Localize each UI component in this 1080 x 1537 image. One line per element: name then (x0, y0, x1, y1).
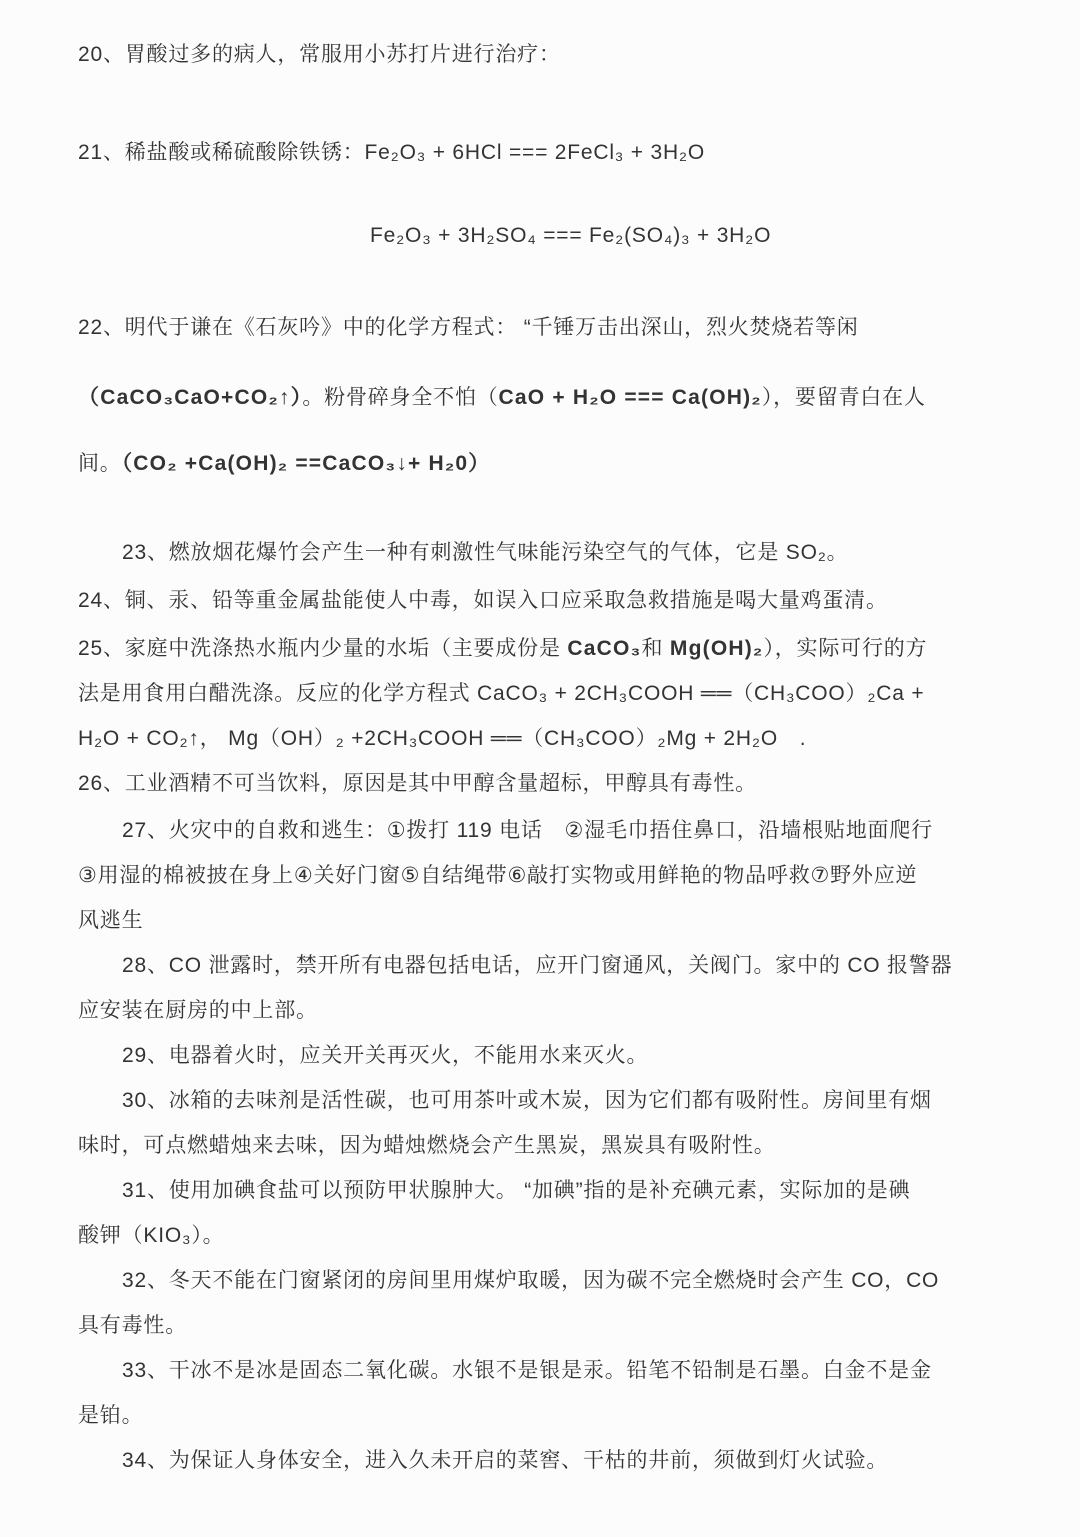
text-segment: （CaCO₃CaO+CO₂↑） (78, 386, 303, 409)
text-segment: 32、冬天不能在门窗紧闭的房间里用煤炉取暖，因为碳不完全燃烧时会产生 CO，CO (122, 1269, 940, 1292)
doc-line-15 (78, 898, 1010, 943)
text-segment: 是铂。 (78, 1404, 144, 1427)
text-segment: 应安装在厨房的中上部。 (78, 999, 318, 1022)
text-segment: （CO₂ +Ca(OH)₂ ==CaCO₃↓+ H₂0） (121, 452, 491, 475)
doc-line-11 (78, 716, 1010, 761)
doc-line-26 (78, 1393, 1010, 1438)
text-segment: 28、CO 泄露时，禁开所有电器包括电话，应开门窗通风，关阀门。家中的 CO 报警器 (122, 954, 953, 977)
text-segment: 20、胃酸过多的病人，常服用小苏打片进行治疗： (78, 43, 561, 66)
text-segment: H₂O + CO₂↑， Mg（OH）₂ +2CH₃COOH ══（CH₃COO）₂Mg + 2H₂O . (78, 727, 807, 750)
text-segment: 间。 (78, 452, 122, 475)
text-segment: 23、燃放烟花爆竹会产生一种有刺激性气味能污染空气的气体，它是 SO₂。 (122, 541, 849, 564)
text-segment: CaCO₃ (567, 637, 642, 660)
text-segment: ），要留青白在人 (761, 386, 926, 409)
doc-line-3 (78, 213, 1010, 258)
doc-line-21 (78, 1168, 1010, 1213)
doc-line-1 (78, 32, 1010, 77)
doc-line-24 (78, 1303, 1010, 1348)
doc-line-25 (78, 1348, 1010, 1393)
doc-line-17 (78, 988, 1010, 1033)
doc-line-27 (78, 1438, 1010, 1483)
text-segment: 22、明代于谦在《石灰吟》中的化学方程式： “千锤万击出深山，烈火焚烧若等闲 (78, 316, 859, 339)
text-segment: 法是用食用白醋洗涤。反应的化学方程式 CaCO₃ + 2CH₃COOH ══（CH₃COO）₂Ca + (78, 682, 925, 705)
text-segment: 34、为保证人身体安全，进入久未开启的菜窖、干枯的井前，须做到灯火试验。 (122, 1449, 889, 1472)
text-segment: CaO + H₂O === Ca(OH)₂ (498, 386, 762, 409)
text-segment: 25、家庭中洗涤热水瓶内少量的水垢（主要成份是 (78, 637, 568, 660)
text-segment: 24、铜、汞、铅等重金属盐能使人中毒，如误入口应采取急救措施是喝大量鸡蛋清。 (78, 589, 888, 612)
doc-line-4 (78, 305, 1010, 350)
text-segment: 21、稀盐酸或稀硫酸除铁锈：Fe₂O₃ + 6HCl === 2FeCl₃ + 3H₂O (78, 141, 706, 164)
doc-line-23 (78, 1258, 1010, 1303)
doc-line-6 (78, 441, 1010, 486)
doc-line-16 (78, 943, 1010, 988)
doc-line-10 (78, 671, 1010, 716)
text-segment: 26、工业酒精不可当饮料，原因是其中甲醇含量超标，甲醇具有毒性。 (78, 772, 757, 795)
text-segment: 30、冰箱的去味剂是活性碳，也可用茶叶或木炭，因为它们都有吸附性。房间里有烟 (122, 1089, 932, 1112)
text-segment: 酸钾（KIO₃）。 (78, 1224, 225, 1247)
doc-line-19 (78, 1078, 1010, 1123)
doc-line-12 (78, 761, 1010, 806)
text-segment: 风逃生 (78, 909, 144, 932)
text-segment: ），实际可行的方 (763, 637, 928, 660)
doc-line-5 (78, 375, 1010, 420)
doc-line-14 (78, 853, 1010, 898)
text-segment: 29、电器着火时，应关开关再灭火，不能用水来灭火。 (122, 1044, 649, 1067)
doc-line-22 (78, 1213, 1010, 1258)
text-segment: 和 (641, 637, 670, 660)
text-segment: 味时，可点燃蜡烛来去味，因为蜡烛燃烧会产生黑炭，黑炭具有吸附性。 (78, 1134, 776, 1157)
text-segment: Fe₂O₃ + 3H₂SO₄ === Fe₂(SO₄)₃ + 3H₂O (370, 224, 772, 247)
text-segment: 31、使用加碘食盐可以预防甲状腺肿大。 “加碘”指的是补充碘元素，实际加的是碘 (122, 1179, 911, 1202)
doc-line-2 (78, 130, 1010, 175)
text-segment: ③用湿的棉被披在身上④关好门窗⑤自结绳带⑥敲打实物或用鲜艳的物品呼救⑦野外应逆 (78, 864, 918, 887)
doc-line-13 (78, 808, 1010, 853)
doc-line-8 (78, 578, 1010, 623)
doc-line-20 (78, 1123, 1010, 1168)
text-segment: 27、火灾中的自救和逃生：①拨打 119 电话 ②湿毛巾捂住鼻口，沿墙根贴地面爬行 (122, 819, 933, 842)
text-segment: 33、干冰不是冰是固态二氧化碳。水银不是银是汞。铅笔不铅制是石墨。白金不是金 (122, 1359, 932, 1382)
doc-line-9 (78, 626, 1010, 671)
doc-line-18 (78, 1033, 1010, 1078)
text-segment: Mg(OH)₂ (669, 637, 764, 660)
text-segment: 。粉骨碎身全不怕（ (302, 386, 499, 409)
doc-line-7 (78, 530, 1010, 575)
text-segment: 具有毒性。 (78, 1314, 187, 1337)
